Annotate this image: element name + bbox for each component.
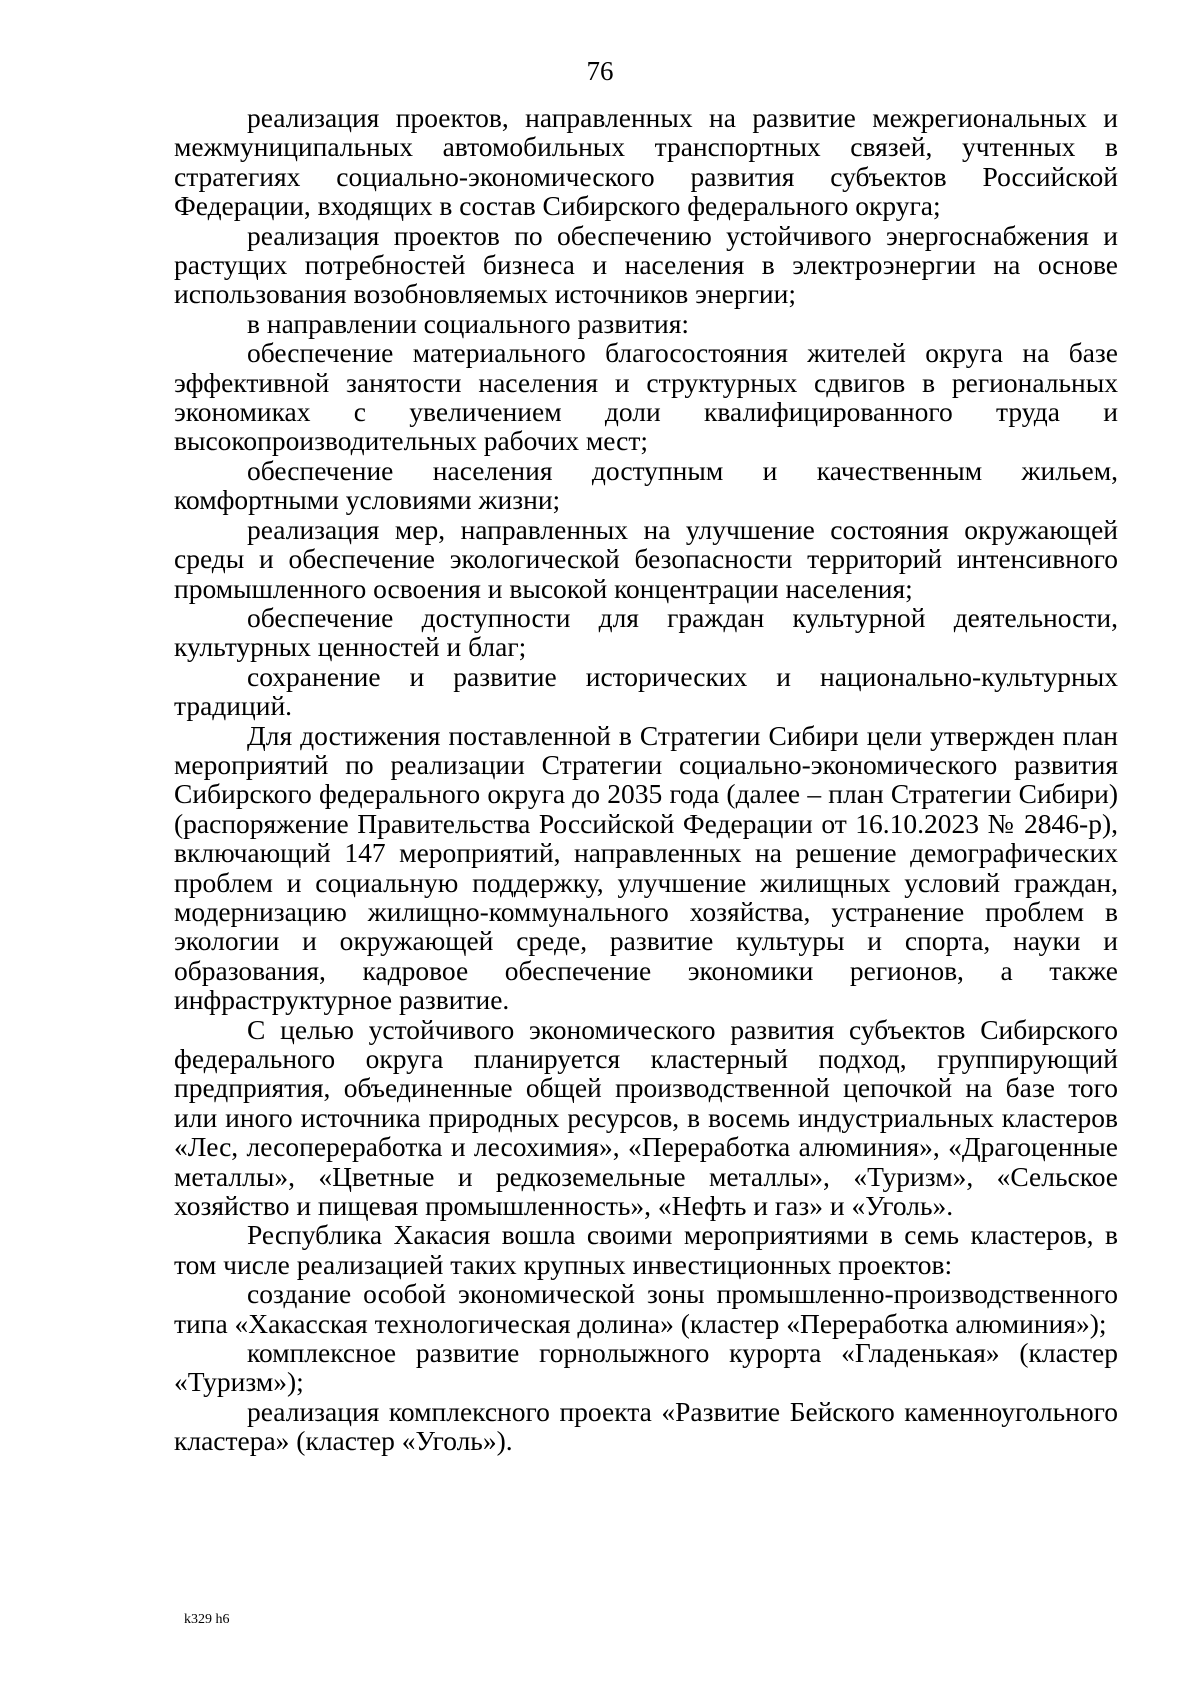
paragraph: реализация проектов по обеспечению устойчивого энергоснабжения и растущих потребностей бизнеса и населения в электроэнергии на основе использования возобновляемых источников энергии; bbox=[174, 219, 1118, 310]
paragraph: сохранение и развитие исторических и национально-культурных традиций. bbox=[174, 660, 1118, 722]
paragraph: реализация комплексного проекта «Развитие Бейского каменноугольного кластера» (кластер «Уголь»). bbox=[174, 1395, 1118, 1457]
page-number: 76 bbox=[586, 56, 614, 86]
paragraph: реализация мер, направленных на улучшение состояния окружающей среды и обеспечение экологической безопасности территорий интенсивного промышленного освоения и высокой концентрации населения; bbox=[174, 513, 1118, 604]
paragraph: Для достижения поставленной в Стратегии Сибири цели утвержден план мероприятий по реализации Стратегии социально-экономического развития Сибирского федерального округа до 2035 года (далее – план Стратегии Сибири) (распоряжение Правительства Российской Федерации от 16.10.2023 № 2846-р), включающий 147 мероприятий, направленных на решение демографических проблем и социальную поддержку, улучшение жилищных условий граждан, модернизацию жилищно-коммунального хозяйства, устранение проблем в экологии и окружающей среде, развитие культуры и спорта, науки и образования, кадровое обеспечение экономики регионов, а также инфраструктурное развитие. bbox=[174, 719, 1118, 1016]
paragraph: обеспечение населения доступным и качественным жильем, комфортными условиями жизни; bbox=[174, 454, 1118, 516]
footer-code: k329 h6 bbox=[184, 1612, 230, 1627]
paragraph: реализация проектов, направленных на развитие межрегиональных и межмуниципальных автомобильных транспортных связей, учтенных в стратегиях социально-экономического развития субъектов Российской Федерации, входящих в состав Сибирского федерального округа; bbox=[174, 102, 1118, 222]
paragraph: в направлении социального развития: bbox=[247, 307, 690, 339]
paragraph: обеспечение материального благосостояния жителей округа на базе эффективной занятости населения и структурных сдвигов в региональных экономиках с увеличением доли квалифицированного труда и высокопроизводительных рабочих мест; bbox=[174, 337, 1118, 457]
paragraph: комплексное развитие горнолыжного курорта «Гладенькая» (кластер «Туризм»); bbox=[174, 1337, 1118, 1398]
paragraph: Республика Хакасия вошла своими мероприятиями в семь кластеров, в том числе реализацией таких крупных инвестиционных проектов: bbox=[174, 1219, 1118, 1280]
paragraph: обеспечение доступности для граждан культурной деятельности, культурных ценностей и благ; bbox=[174, 601, 1118, 663]
paragraph: С целью устойчивого экономического развития субъектов Сибирского федерального округа планируется кластерный подход, группирующий предприятия, объединенные общей производственной цепочкой на базе того или иного источника природных ресурсов, в восемь индустриальных кластеров «Лес, лесопереработка и лесохимия», «Переработка алюминия», «Драгоценные металлы», «Цветные и редкоземельные металлы», «Туризм», «Сельское хозяйство и пищевая промышленность», «Нефть и газ» и «Уголь». bbox=[174, 1013, 1118, 1222]
paragraph: создание особой экономической зоны промышленно-производственного типа «Хакасская технологическая долина» (кластер «Переработка алюминия»); bbox=[174, 1278, 1118, 1339]
document-body bbox=[174, 103, 1118, 1456]
